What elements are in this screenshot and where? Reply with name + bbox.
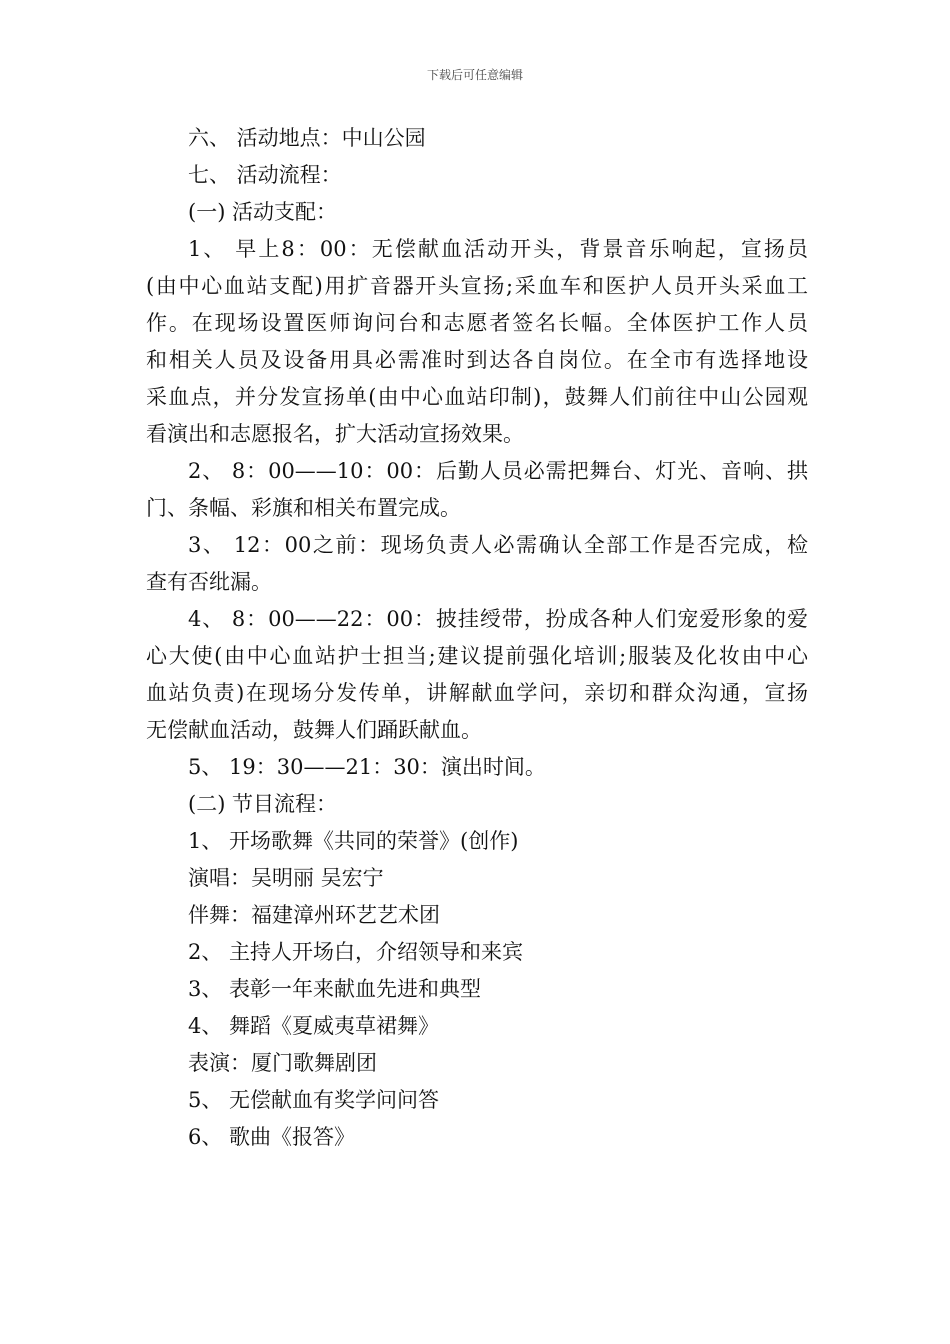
text-line: 伴舞：福建漳州环艺艺术团	[188, 903, 440, 927]
text-line: 查有否纰漏。	[146, 570, 272, 594]
text-line: 2、 8：00——10：00：后勤人员必需把舞台、灯光、音响、拱	[188, 459, 808, 483]
text-line: 七、 活动流程：	[188, 163, 342, 187]
text-line: 作。在现场设置医师询问台和志愿者签名长幅。全体医护工作人员	[146, 311, 808, 335]
text-line: 4、 8：00——22：00：披挂绶带，扮成各种人们宠爱形象的爱	[188, 607, 808, 631]
text-line: 2、 主持人开场白，介绍领导和来宾	[188, 940, 524, 964]
text-line: 表演：厦门歌舞剧团	[188, 1051, 377, 1075]
text-line: 六、 活动地点：中山公园	[188, 126, 426, 150]
text-line: 1、 开场歌舞《共同的荣誉》(创作)	[188, 829, 519, 853]
text-line: 无偿献血活动，鼓舞人们踊跃献血。	[146, 718, 482, 742]
text-line: (二) 节目流程：	[188, 792, 338, 816]
text-line: (一) 活动支配：	[188, 200, 338, 224]
text-line: 3、 表彰一年来献血先进和典型	[188, 977, 482, 1001]
text-line: 4、 舞蹈《夏威夷草裙舞》	[188, 1014, 440, 1038]
text-line: 6、 歌曲《报答》	[188, 1125, 356, 1149]
text-line: 和相关人员及设备用具必需准时到达各自岗位。在全市有选择地设	[146, 348, 808, 372]
text-line: 门、条幅、彩旗和相关布置完成。	[146, 496, 461, 520]
text-line: 5、 19：30——21：30：演出时间。	[188, 755, 546, 779]
page-header: 下载后可任意编辑	[426, 68, 523, 82]
text-line: 采血点，并分发宣扬单(由中心血站印制)，鼓舞人们前往中山公园观	[146, 385, 808, 409]
text-line: 心大使(由中心血站护士担当;建议提前强化培训;服装及化妆由中心	[146, 644, 808, 668]
text-line: 5、 无偿献血有奖学问问答	[188, 1088, 440, 1112]
text-line: 看演出和志愿报名，扩大活动宣扬效果。	[146, 422, 524, 446]
text-line: 演唱：吴明丽 吴宏宁	[188, 866, 384, 890]
text-line: 1、 早上8：00：无偿献血活动开头，背景音乐响起，宣扬员	[188, 237, 808, 261]
text-line: (由中心血站支配)用扩音器开头宣扬;采血车和医护人员开头采血工	[146, 274, 808, 298]
document-body	[146, 120, 808, 1156]
text-line: 血站负责)在现场分发传单，讲解献血学问，亲切和群众沟通，宣扬	[146, 681, 808, 705]
text-line: 3、 12：00之前：现场负责人必需确认全部工作是否完成，检	[188, 533, 808, 557]
